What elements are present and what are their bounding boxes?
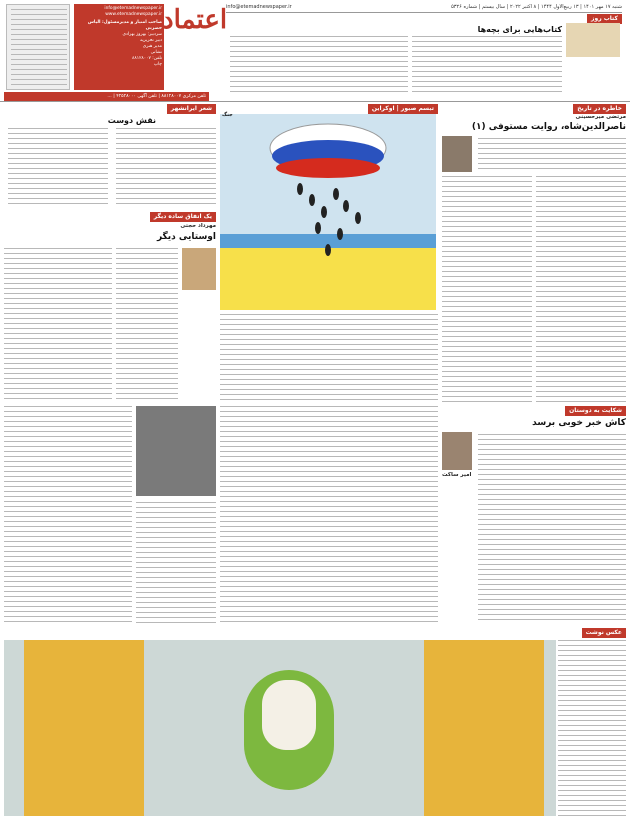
cartoon-caption: جنگ xyxy=(222,112,233,118)
column-headline: اوستایی دیگر xyxy=(156,232,216,242)
poetry-headline: نقش دوست xyxy=(107,116,156,125)
cartoon-label: تبسم صبور | اوکراین xyxy=(368,104,438,114)
photo-caption-text xyxy=(558,640,626,816)
cartoon-text xyxy=(220,314,438,402)
book-box xyxy=(226,14,622,100)
khabar-headline: کاش خبر خوبی برسد xyxy=(532,418,626,428)
book-label: کتاب روز xyxy=(587,14,622,24)
contact-bar: تلفن مرکزی ۸۸۱۲۸۰۰۷ | تلفن آگهی ۴۲۵۲۸۰۰۰ | ... xyxy=(4,92,209,101)
credits-line: چاپ xyxy=(153,62,162,67)
credits-line: سردبیر: بهروز بهزادی xyxy=(122,32,162,37)
email-text[interactable]: info@etemadnewspaper.ir xyxy=(226,4,292,10)
date-text: شنبه ۱۷ مهر ۱۴۰۱ | ۱۳ ربیع‌الاول ۱۴۴۴ | ۸ اکتبر ۲۰۲۲ | سال بیستم | شماره ۵۳۲۶ xyxy=(451,4,622,10)
left-lower-section xyxy=(4,406,216,624)
poetry-verse xyxy=(116,128,216,208)
poetry-section xyxy=(4,104,216,214)
credits-line: تلفن: ۸۸۱۲۸۰۰۷ xyxy=(132,56,162,61)
column-author: مهرداد حجتی xyxy=(180,223,216,229)
date-line xyxy=(226,4,622,13)
credits-line: نشانی xyxy=(150,50,162,55)
credits-line: دبیر تحریریه xyxy=(139,38,162,43)
poetry-label: شعر ایرانشهر xyxy=(167,104,216,114)
newspaper-thumbnail xyxy=(6,4,70,90)
masthead xyxy=(0,0,630,102)
history-text xyxy=(442,176,532,404)
column-label: یک اتفاق ساده دیگر xyxy=(150,212,216,222)
hospital-photo xyxy=(4,640,556,816)
credits-line: مدیر هنری xyxy=(142,44,162,49)
column-text xyxy=(116,248,178,402)
column-section xyxy=(4,212,216,402)
history-text xyxy=(478,138,626,172)
left-lower-text xyxy=(136,502,216,624)
khabar-author-photo xyxy=(442,432,472,470)
column-text xyxy=(4,248,112,402)
book-headline: کتاب‌هایی برای بچه‌ها xyxy=(477,25,562,34)
khabar-author: امیر ساکت xyxy=(442,472,472,478)
newspaper-logo: اعتماد xyxy=(162,5,228,35)
portrait-photo xyxy=(136,406,216,496)
photo-section xyxy=(4,628,626,818)
khabar-text xyxy=(478,434,626,624)
ukraine-cartoon xyxy=(220,114,436,310)
history-author: مرتضی میرحسینی xyxy=(575,114,626,120)
left-lower-text xyxy=(4,406,132,624)
site-url[interactable]: www.etemadnewspaper.ir xyxy=(105,12,162,17)
book-text xyxy=(230,36,408,96)
book-cover-image xyxy=(566,23,620,57)
center-text xyxy=(220,406,438,624)
credits-title: صاحب امتیاز و مدیرمسئول: الیاس حضرتی xyxy=(87,20,162,31)
history-label: خاطره در تاریخ xyxy=(573,104,626,114)
history-text xyxy=(536,176,626,404)
khabar-section xyxy=(442,406,626,624)
credits-box xyxy=(74,4,164,90)
photo-label: عکس نوشت xyxy=(582,628,626,638)
cartoon-header xyxy=(220,104,438,114)
poetry-verse xyxy=(8,128,108,208)
khabar-label: شکایت به دوستان xyxy=(565,406,626,416)
history-section xyxy=(442,104,626,404)
site-email[interactable]: info@etemadnewspaper.ir xyxy=(104,6,162,11)
column-author-photo xyxy=(182,248,216,290)
cartoon-drawing xyxy=(220,114,436,310)
author-photo xyxy=(442,136,472,172)
history-headline: ناصرالدین‌شاه، روایت مستوفی (۱) xyxy=(471,122,626,132)
book-text xyxy=(412,36,562,96)
